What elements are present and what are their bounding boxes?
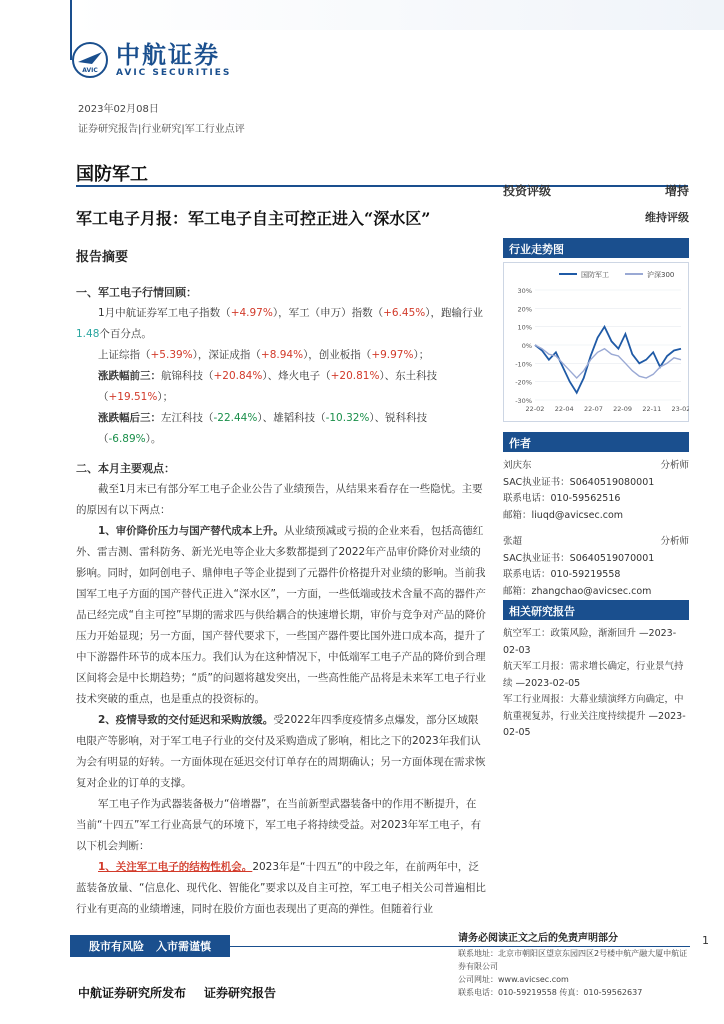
sac-label: SAC执业证书： [503,552,570,564]
x-tick-label: 22-09 [613,405,633,413]
author2-phone-row [503,567,689,584]
phone-label: 联系电话： [503,493,551,504]
rating-value: 增持 [664,184,689,198]
text: ）。 [145,433,162,445]
text: ）、东土科技 [379,370,438,382]
trend-heading-box [503,238,689,258]
section2-intro: 截至1月末已有部分军工电子企业公告了业绩预告，从结果来看存在一些隐忧。主要的原因有以下两点： [76,483,483,516]
top-banner [70,0,724,30]
x-tick-label: 22-04 [554,405,574,413]
related-panel [503,600,689,742]
related-heading: 相关研究报告 [503,600,689,620]
value-up: +5.39% [150,349,193,361]
text: ）； [413,349,430,361]
report-date: 2023年02月08日 [78,104,159,115]
sac-label: SAC执业证书： [503,476,570,488]
value-down: -22.44% [213,412,258,424]
author2-sac: S0640519070001 [569,552,655,564]
author1-sac-row [503,475,689,492]
section2-point2 [76,710,486,794]
author1-email[interactable]: liuqd@avicsec.com [531,509,624,521]
disclaimer-heading: 请务必阅读正文之后的免责声明部分 [458,933,618,944]
value-down: -10.32% [325,412,370,424]
text: 1月中航证券军工电子指数（ [98,307,231,319]
point-title: 1、审价降价压力与国产替代成本上升。 [98,525,284,537]
avic-logo-icon [72,42,108,78]
publisher-name: 中航证券研究所发布 [78,986,187,1000]
authors-panel [503,432,689,600]
rating-panel [503,182,689,225]
text: 行业 [462,307,483,319]
disclaimer-line[interactable]: 公司网址：www.avicsec.com [458,975,569,984]
value-gap: 1.48 [76,328,100,340]
point-text: 从业绩预减或亏损的企业来看，包括高德红外、雷吉测、雷科防务、新光光电等企业大多数都提到了2022年产品审价降价对业绩的影响。同时，如阿创电子、鼎伸电子等企业提到了元器件价格提升对业绩的影响。当前我国军工电子方面的国产替代正进入“深水区”，一方面，一些低端或技术含量不高的器件产品已经完成“自主可控”早期的需求匹与供给耦合的快速增长期，审价与竞争对产品的降价压力开始显现；另一方面，国产替代要求下，一些国产器件要比国外进口成本高，提升了中下游器件环节的成本压力。我们认为在这种情况下，中低端军工电子产品的降价到合理区间将会是中长期趋势；“质”的问题将越发突出，一些高性能产品将是未来军工电子行业技术突破的重点，也是重点的投资标的。 [76,525,486,705]
value-down: -6.89% [108,433,146,445]
text: ）； [157,391,174,403]
phone-label: 联系电话： [503,569,551,580]
brand-name-cn: 中航证券 [116,41,220,69]
author2-email-row[interactable] [503,584,689,601]
text: 上证综指（ [98,349,151,361]
label: 涨跌幅后三： [98,412,161,424]
author2-sac-row [503,551,689,568]
x-tick-label: 22-02 [525,405,545,413]
value-up: +9.97% [371,349,414,361]
author2-name: 张超 [503,536,523,547]
text: ）、锐科科技（ [98,412,428,445]
logo-mark-text: AVIC [82,67,98,74]
related-item[interactable]: 军工行业周报：大幕业绩演绎方向确定，中航重视复苏，行业关注度持续提升 —2023-02-05 [503,694,686,738]
sector-title: 国防军工 [76,164,148,185]
section1-p3 [76,366,486,408]
y-tick-label: -20% [515,378,532,387]
label: 涨跌幅前三： [98,370,161,382]
text: ）、雄韬科技（ [257,412,326,424]
author2-name-row [503,534,689,551]
risk-text-b: 入市需谨慎 [156,940,211,953]
author2-phone: 010-59219558 [550,569,621,580]
email-label: 邮箱： [503,585,532,597]
report-category: 证券研究报告|行业研究|军工行业点评 [78,124,245,135]
trend-chart [503,262,689,422]
author1-email-row[interactable] [503,508,689,525]
author1-name-row [503,458,689,475]
x-tick-label: 22-07 [583,405,603,413]
footer-publisher [78,984,294,1001]
section2-p3: 军工电子作为武器装备极力“倍增器”，在当前新型武器装备中的作用不断提升，在当前“十四五”军工行业高景气的环境下，军工电子将持续受益。对2023年军工电子，有以下机会判断： [76,798,482,852]
page-number: 1 [702,934,709,947]
brand-name-en: AVIC SECURITIES [116,68,232,78]
series-line-1 [535,327,681,393]
section1-heading: 一、军工电子行情回顾： [76,286,197,299]
y-tick-label: 0% [521,342,532,350]
point-title: 1、关注军工电子的结构性机会。 [98,861,253,873]
text: ），深证成指（ [192,349,261,361]
y-tick-label: -30% [515,397,532,405]
author1-sac: S0640519080001 [569,476,655,488]
section2-point1 [76,521,486,710]
brand-logo [72,42,231,78]
risk-text-a: 股市有风险 [89,940,144,953]
footer-disclaimer [458,932,690,999]
rating-label: 投资评级 [503,184,552,198]
point-title: 2、疫情导致的交付延迟和采购放缓。 [98,714,274,726]
author1-name: 刘庆东 [503,460,532,471]
report-type: 证券研究报告 [204,986,277,1000]
author2-email[interactable]: zhangchao@avicsec.com [531,585,652,597]
trend-heading: 行业走势图 [503,238,689,258]
related-item[interactable]: 航空军工：政策风险，渐渐回升 —2023-02-03 [503,628,677,656]
disclaimer-line: 联系电话：010-59219558 传真：010-59562637 [458,988,643,997]
text: ），跑输 [425,307,462,319]
main-body [76,282,486,920]
text: 左江科技（ [161,412,214,424]
value-up: +8.94% [260,349,304,361]
text: ）、烽火电子（ [262,370,331,382]
section1-p2 [76,345,486,366]
authors-heading: 作者 [503,432,689,452]
author1-phone: 010-59562516 [550,493,621,504]
series-line-2 [535,345,681,378]
disclaimer-line: 联系地址：北京市朝阳区望京东园四区2号楼中航产融大厦中航证券有限公司 [458,949,688,971]
text: ），创业板指（ [303,349,372,361]
y-tick-label: 30% [517,287,532,295]
text: 个百分点。 [99,328,152,340]
related-item[interactable]: 航天军工月报：需求增长确定，行业景气持续 —2023-02-05 [503,661,684,689]
y-tick-label: -10% [515,360,532,369]
section1-p1 [76,303,486,345]
author2-role: 分析师 [660,536,689,547]
email-label: 邮箱： [503,509,532,521]
rating-sub: 维持评级 [645,211,689,224]
x-tick-label: 23-02 [671,405,689,413]
summary-heading: 报告摘要 [76,250,129,265]
text: （ [98,391,109,403]
author1-phone-row [503,491,689,508]
report-title: 军工电子月报：军工电子自主可控正进入“深水区” [76,209,431,228]
x-tick-label: 22-11 [642,405,662,413]
value-up: +19.51% [108,391,158,403]
point-text: 2023年是“十四五”的中段之年，在前两年中，泛蓝装备放量、“信息化、现代化、智能化”要求以及自主可控，军工电子相关公司普遍相比行业有更高的业绩增速，同时在股价方面也表现出了更高的弹性。但随着行业 [76,861,486,915]
point-text: 受2022年四季度疫情多点爆发，部分区域限电限产等影响，对于军工电子行业的交付及采购造成了影响，相比之下的2023年我们认为会有明显的好转。一方面体现在延迟交付订单存在的周期确认；另一方面体现在需求恢复对企业的订单的支撑。 [76,714,486,789]
value-up: +20.84% [213,370,263,382]
y-tick-label: 20% [517,305,532,314]
text: 航锦科技（ [161,370,214,382]
y-tick-label: 10% [517,323,532,332]
legend-label: 国防军工 [581,271,609,279]
trend-chart-svg [503,262,689,422]
author1-role: 分析师 [660,460,689,471]
legend-label: 沪深300 [647,271,675,279]
section2-point3 [76,857,486,920]
value-up: +4.97% [230,307,273,319]
section2-heading: 二、本月主要观点： [76,462,175,475]
value-up: +20.81% [330,370,380,382]
value-up: +6.45% [383,307,426,319]
text: ），军工（申万）指数（ [272,307,384,319]
risk-banner [70,935,230,957]
section1-p4 [76,408,486,450]
